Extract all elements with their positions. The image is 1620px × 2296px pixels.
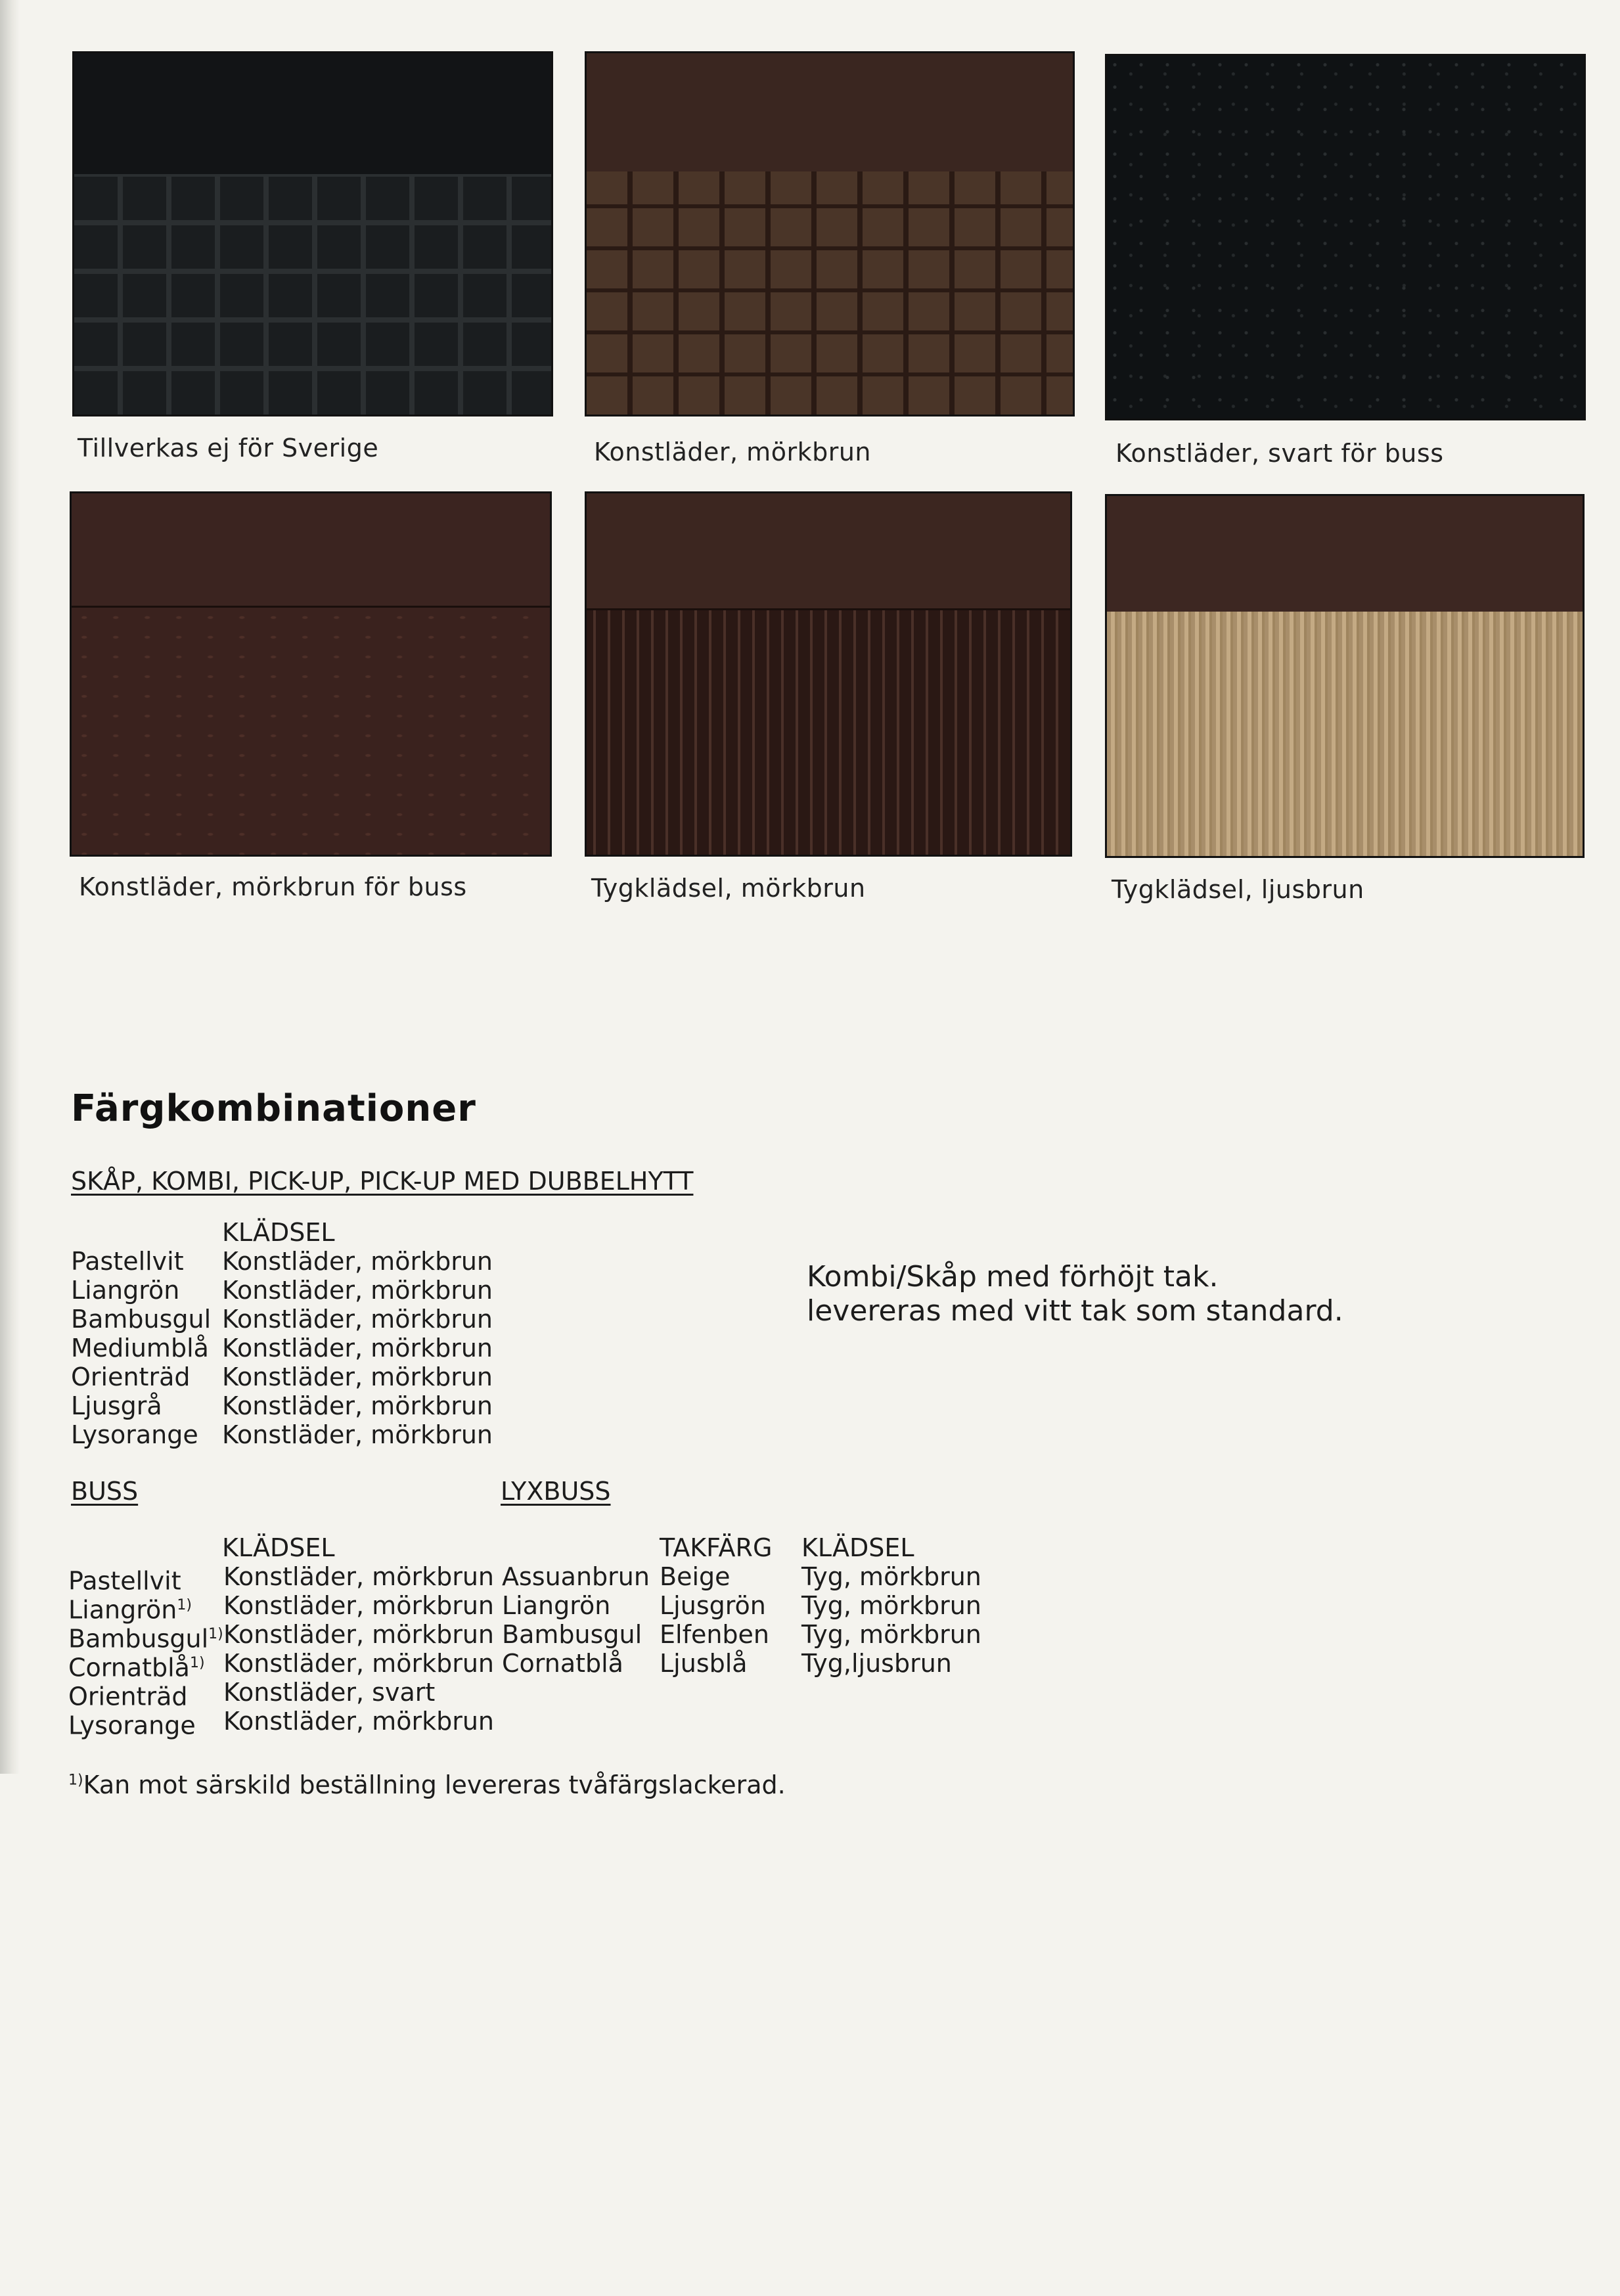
- swatch-caption: Konstläder, svart för buss: [1115, 439, 1444, 468]
- list-item: Konstläder, mörkbrun: [222, 1420, 493, 1449]
- color-name: Orienträd: [68, 1682, 188, 1711]
- buss-upholstery: [223, 1562, 494, 1736]
- list-item: Konstläder, mörkbrun: [223, 1707, 494, 1736]
- list-item: Beige: [660, 1562, 731, 1591]
- list-item: Lysorange: [71, 1420, 198, 1449]
- footnote-mark: 1): [208, 1626, 223, 1642]
- page-title: Färgkombinationer: [71, 1087, 476, 1130]
- list-item: Tyg, mörkbrun: [801, 1562, 981, 1591]
- note-line: levereras med vitt tak som standard.: [807, 1294, 1343, 1328]
- list-item: Tyg, mörkbrun: [801, 1620, 981, 1649]
- swatch-top-band: [1107, 496, 1583, 614]
- list-item: Tyg, mörkbrun: [801, 1591, 981, 1620]
- column-header: KLÄDSEL: [801, 1533, 914, 1562]
- buss-header: [222, 1533, 335, 1562]
- list-item: [68, 1562, 223, 1596]
- list-item: Tyg,ljusbrun: [801, 1649, 952, 1678]
- section-title-lyxbuss: LYXBUSS: [501, 1477, 611, 1506]
- list-item: Bambusgul: [71, 1305, 212, 1334]
- list-item: [68, 1620, 223, 1654]
- list-item: Konstläder, mörkbrun: [222, 1276, 493, 1305]
- footnote-mark: 1): [68, 1772, 83, 1789]
- list-item: Konstläder, mörkbrun: [223, 1620, 494, 1649]
- footnote-mark: 1): [177, 1597, 192, 1613]
- list-item: [68, 1591, 223, 1625]
- list-item: Assuanbrun: [502, 1562, 650, 1591]
- buss-colors: [68, 1562, 223, 1740]
- list-item: Konstläder, mörkbrun: [223, 1591, 494, 1620]
- list-item: Orienträd: [71, 1362, 191, 1391]
- swatch-caption: Konstläder, mörkbrun: [594, 438, 871, 466]
- page-edge: [0, 0, 20, 1774]
- skap-header: [222, 1218, 335, 1247]
- list-item: Pastellvit: [71, 1247, 184, 1276]
- swatch-top-band: [72, 493, 550, 609]
- footnote-mark: 1): [189, 1655, 205, 1671]
- list-item: Konstläder, mörkbrun: [222, 1391, 493, 1420]
- section-title-buss: BUSS: [71, 1477, 139, 1506]
- list-item: Konstläder, mörkbrun: [222, 1247, 493, 1276]
- swatch-caption: Tygklädsel, ljusbrun: [1112, 875, 1364, 904]
- skap-colors: [71, 1247, 211, 1449]
- list-item: [68, 1707, 223, 1740]
- color-name: Pastellvit: [68, 1566, 181, 1596]
- list-item: Konstläder, mörkbrun: [222, 1362, 493, 1391]
- list-item: [68, 1678, 223, 1711]
- list-item: Ljusblå: [660, 1649, 748, 1678]
- list-item: Bambusgul: [502, 1620, 642, 1649]
- list-item: Konstläder, mörkbrun: [223, 1562, 494, 1591]
- swatch-caption: Tygklädsel, mörkbrun: [591, 874, 866, 903]
- column-header: KLÄDSEL: [222, 1533, 335, 1562]
- column-header: KLÄDSEL: [222, 1218, 335, 1247]
- list-item: Liangrön: [502, 1591, 611, 1620]
- swatch-bottom-panel: [74, 174, 551, 415]
- swatch-bottom-panel: [1107, 612, 1583, 856]
- swatch-darkbrown-grid: [585, 51, 1075, 416]
- color-name: Cornatblå: [68, 1653, 190, 1682]
- swatch-top-band: [74, 53, 551, 178]
- color-name: Lysorange: [68, 1711, 196, 1740]
- skap-upholstery: [222, 1247, 493, 1449]
- list-item: Konstläder, mörkbrun: [222, 1334, 493, 1362]
- list-item: Ljusgrön: [660, 1591, 766, 1620]
- swatch-caption: Konstläder, mörkbrun för buss: [79, 872, 467, 901]
- note-line: Kombi/Skåp med förhöjt tak.: [807, 1260, 1219, 1294]
- footnote: [68, 1770, 786, 1799]
- swatch-black-grid: [72, 51, 553, 416]
- swatch-top-band: [587, 53, 1073, 175]
- list-item: Liangrön: [71, 1276, 180, 1305]
- lyxbuss-upholstery: [801, 1562, 981, 1678]
- swatch-caption: Tillverkas ej för Sverige: [78, 434, 379, 462]
- swatch-darkbrown-leather: [70, 491, 552, 857]
- swatch-top-band: [587, 493, 1070, 613]
- swatch-bottom-panel: [72, 606, 550, 855]
- section-title-skap: SKÅP, KOMBI, PICK-UP, PICK-UP MED DUBBELHYTT: [71, 1167, 694, 1196]
- swatch-leather-panel: [1107, 56, 1584, 420]
- list-item: Konstläder, svart: [223, 1678, 436, 1707]
- swatch-darkbrown-fabric: [585, 491, 1072, 857]
- list-item: Cornatblå: [502, 1649, 623, 1678]
- color-name: Bambusgul: [68, 1624, 209, 1654]
- list-item: Elfenben: [660, 1620, 769, 1649]
- roof-note: [807, 1260, 1343, 1328]
- list-item: Konstläder, mörkbrun: [223, 1649, 494, 1678]
- swatch-lightbrown-fabric: [1105, 494, 1585, 858]
- list-item: Mediumblå: [71, 1334, 209, 1362]
- list-item: [68, 1649, 223, 1682]
- lyxbuss-colors: [502, 1562, 650, 1678]
- swatch-bottom-panel: [587, 608, 1070, 855]
- list-item: Ljusgrå: [71, 1391, 162, 1420]
- column-header: TAKFÄRG: [660, 1533, 773, 1562]
- footnote-text: Kan mot särskild beställning levereras tvåfärgslackerad.: [83, 1770, 786, 1799]
- list-item: Konstläder, mörkbrun: [222, 1305, 493, 1334]
- swatch-bottom-panel: [587, 171, 1073, 415]
- lyxbuss-upholstery-header: [801, 1533, 914, 1562]
- swatch-black-leather: [1105, 54, 1586, 420]
- color-name: Liangrön: [68, 1595, 177, 1625]
- lyxbuss-roof-header: [660, 1533, 772, 1562]
- lyxbuss-roof: [660, 1562, 769, 1678]
